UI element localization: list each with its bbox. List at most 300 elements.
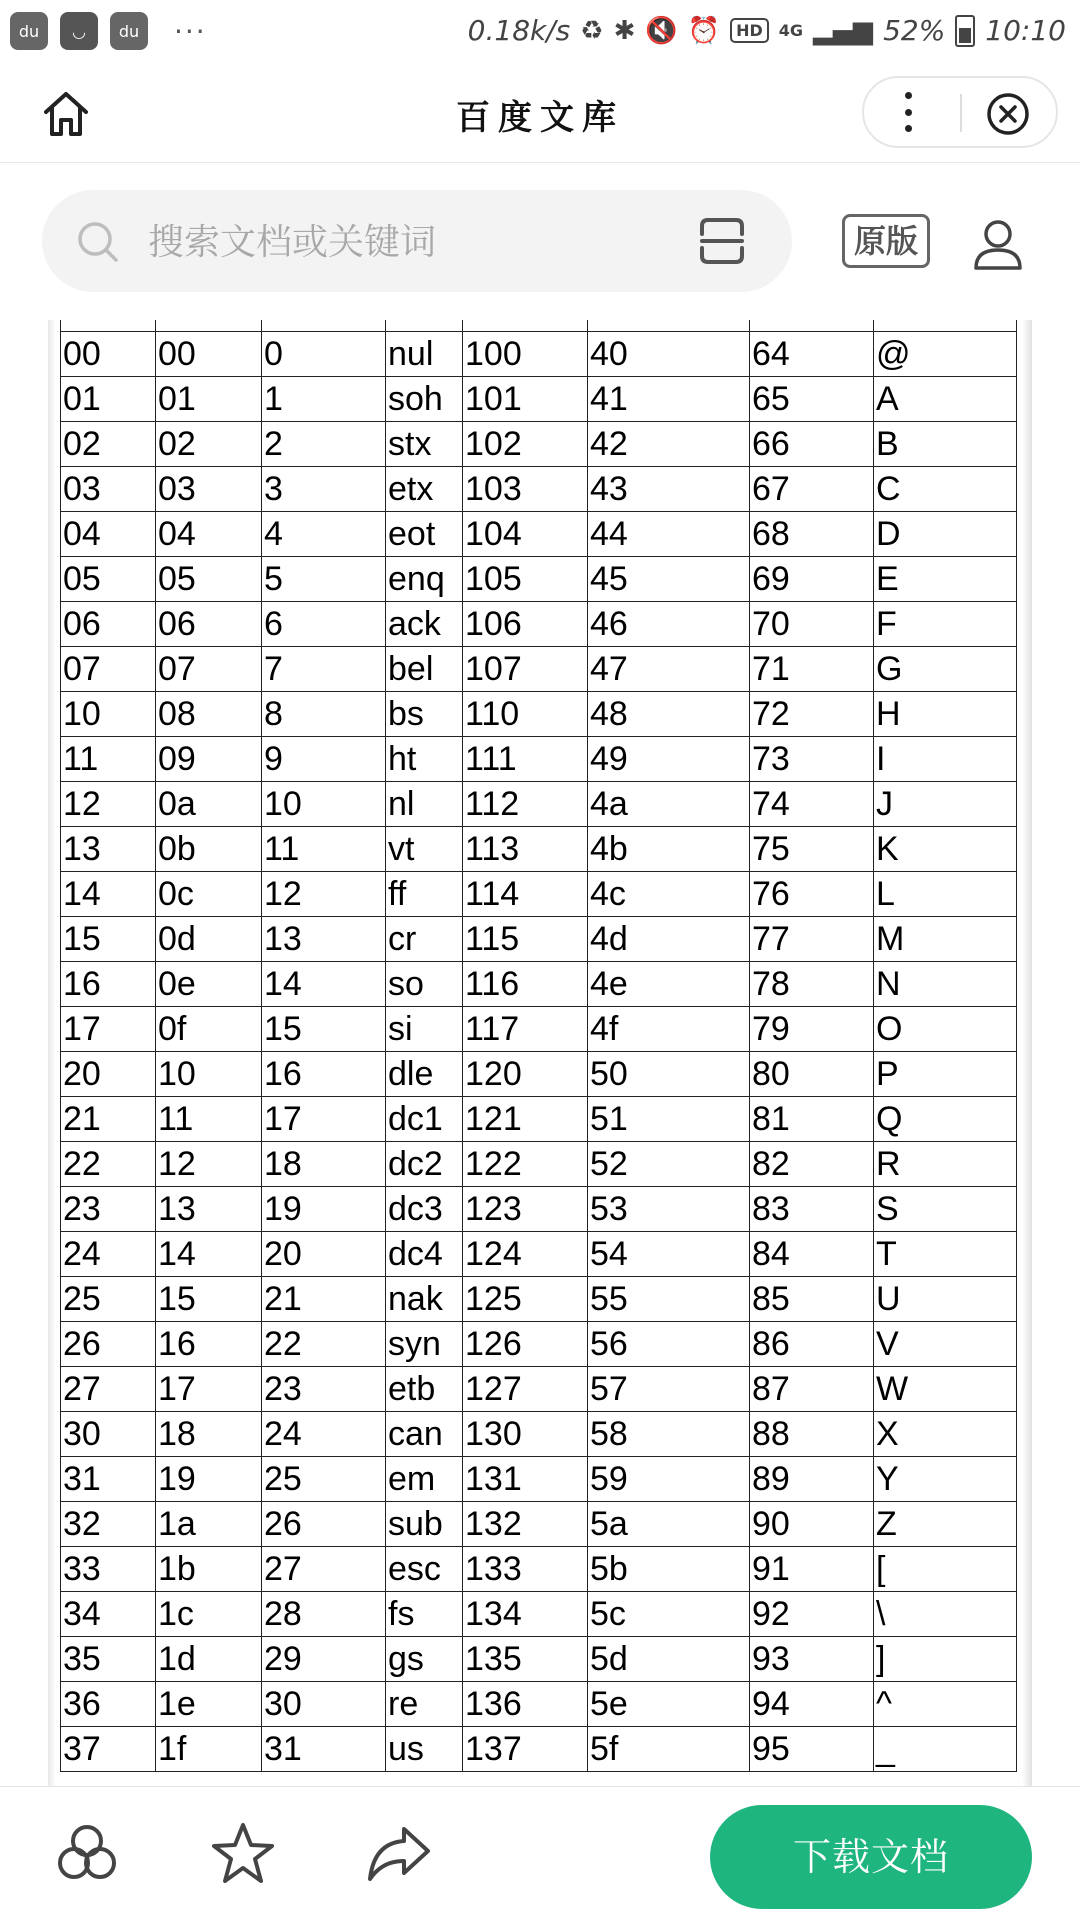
table-cell: 49 (588, 737, 750, 782)
table-cell: 80 (750, 1052, 874, 1097)
table-cell: 13 (61, 827, 156, 872)
table-cell: 31 (61, 1457, 156, 1502)
table-cell: dc4 (386, 1232, 463, 1277)
table-cell: nul (386, 332, 463, 377)
table-cell: 19 (156, 1457, 262, 1502)
table-cell: 5 (262, 557, 386, 602)
table-cell: ht (386, 737, 463, 782)
table-cell: L (874, 872, 1017, 917)
download-document-button[interactable]: 下载文档 (710, 1805, 1032, 1909)
more-notifications-icon: ··· (174, 14, 207, 48)
alarm-icon: ⏰ (687, 15, 721, 46)
table-cell: eot (386, 512, 463, 557)
table-cell: esc (386, 1547, 463, 1592)
table-cell: 23 (61, 1187, 156, 1232)
table-cell: dc2 (386, 1142, 463, 1187)
table-cell: 0c (156, 872, 262, 917)
table-cell: 103 (463, 467, 588, 512)
table-cell: 3 (262, 467, 386, 512)
table-cell: 14 (156, 1232, 262, 1277)
table-cell: 64 (750, 332, 874, 377)
table-cell: 18 (262, 1142, 386, 1187)
user-icon[interactable] (970, 216, 1026, 272)
table-cell: 72 (750, 692, 874, 737)
table-cell: 71 (750, 647, 874, 692)
table-row (61, 1232, 1017, 1277)
data-saver-icon: ♻ (580, 15, 604, 46)
table-cell: 56 (588, 1322, 750, 1367)
table-cell: 68 (750, 512, 874, 557)
table-cell: 4d (588, 917, 750, 962)
table-cell: 31 (262, 1727, 386, 1772)
table-cell: 132 (463, 1502, 588, 1547)
table-cell: 120 (463, 1052, 588, 1097)
more-icon[interactable] (896, 92, 920, 132)
table-row (61, 1277, 1017, 1322)
table-cell: 53 (588, 1187, 750, 1232)
table-cell: 45 (588, 557, 750, 602)
table-cell: 10 (156, 1052, 262, 1097)
table-cell: S (874, 1187, 1017, 1232)
table-row (61, 602, 1017, 647)
table-cell: 81 (750, 1097, 874, 1142)
table-cell: 22 (262, 1322, 386, 1367)
scan-icon[interactable] (698, 216, 746, 266)
table-cell: 36 (61, 1682, 156, 1727)
table-cell: 130 (463, 1412, 588, 1457)
table-cell: 50 (588, 1052, 750, 1097)
table-cell: 35 (61, 1637, 156, 1682)
table-row (61, 1187, 1017, 1232)
table-cell: 12 (156, 1142, 262, 1187)
table-row (61, 962, 1017, 1007)
table-cell: us (386, 1727, 463, 1772)
table-cell: 27 (262, 1547, 386, 1592)
table-row (61, 1727, 1017, 1772)
table-cell: 06 (61, 602, 156, 647)
table-row (61, 1142, 1017, 1187)
table-cell: 05 (61, 557, 156, 602)
table-cell: 6 (262, 602, 386, 647)
table-header-row-cut (61, 320, 1017, 332)
table-cell: [ (874, 1547, 1017, 1592)
table-cell: 86 (750, 1322, 874, 1367)
table-cell: 05 (156, 557, 262, 602)
battery-percent: 52% (883, 14, 946, 47)
table-cell: A (874, 377, 1017, 422)
table-cell: etx (386, 467, 463, 512)
table-cell: R (874, 1142, 1017, 1187)
document-edge (48, 320, 56, 1786)
table-cell: 11 (61, 737, 156, 782)
table-cell: 131 (463, 1457, 588, 1502)
table-cell: 30 (61, 1412, 156, 1457)
table-cell (463, 320, 588, 332)
table-cell: 134 (463, 1592, 588, 1637)
table-cell: 00 (156, 332, 262, 377)
table-cell: 9 (262, 737, 386, 782)
table-cell: 17 (156, 1367, 262, 1412)
table-cell: 19 (262, 1187, 386, 1232)
table-cell: 20 (61, 1052, 156, 1097)
table-cell: 123 (463, 1187, 588, 1232)
table-cell (386, 320, 463, 332)
table-cell: 7 (262, 647, 386, 692)
table-cell: 18 (156, 1412, 262, 1457)
table-cell: 17 (262, 1097, 386, 1142)
table-cell: I (874, 737, 1017, 782)
table-cell: 135 (463, 1637, 588, 1682)
table-cell: 17 (61, 1007, 156, 1052)
table-cell: 76 (750, 872, 874, 917)
search-bar (42, 190, 792, 292)
table-cell: 02 (156, 422, 262, 467)
table-cell: 03 (61, 467, 156, 512)
table-cell: em (386, 1457, 463, 1502)
clock: 10:10 (985, 14, 1066, 47)
table-cell: 08 (156, 692, 262, 737)
table-cell: 5e (588, 1682, 750, 1727)
baidu-app-icon: du (10, 12, 48, 50)
table-cell: J (874, 782, 1017, 827)
table-cell: 4b (588, 827, 750, 872)
table-row (61, 1682, 1017, 1727)
share-icon[interactable] (364, 1819, 434, 1889)
related-docs-icon[interactable] (52, 1819, 122, 1889)
table-row (61, 1592, 1017, 1637)
table-cell: soh (386, 377, 463, 422)
table-cell: ack (386, 602, 463, 647)
table-cell: 84 (750, 1232, 874, 1277)
status-indicators (468, 14, 1066, 47)
table-cell (262, 320, 386, 332)
notification-icons (10, 12, 207, 50)
table-cell: 16 (156, 1322, 262, 1367)
table-cell: etb (386, 1367, 463, 1412)
table-cell: 16 (61, 962, 156, 1007)
table-cell: 24 (61, 1232, 156, 1277)
table-cell: 4c (588, 872, 750, 917)
table-cell: 83 (750, 1187, 874, 1232)
table-cell: 46 (588, 602, 750, 647)
table-cell: 52 (588, 1142, 750, 1187)
capsule-divider (960, 94, 962, 132)
table-cell: 58 (588, 1412, 750, 1457)
table-cell: 25 (61, 1277, 156, 1322)
close-icon[interactable] (986, 92, 1030, 136)
title-bar (0, 66, 1080, 163)
table-cell: H (874, 692, 1017, 737)
table-cell: 110 (463, 692, 588, 737)
table-row (61, 1502, 1017, 1547)
table-cell: 11 (156, 1097, 262, 1142)
star-icon[interactable] (208, 1819, 278, 1889)
table-row (61, 872, 1017, 917)
table-cell: 101 (463, 377, 588, 422)
table-cell: re (386, 1682, 463, 1727)
table-row (61, 1412, 1017, 1457)
table-cell: 04 (61, 512, 156, 557)
table-cell: 55 (588, 1277, 750, 1322)
table-cell: W (874, 1367, 1017, 1412)
table-cell: 59 (588, 1457, 750, 1502)
table-row (61, 737, 1017, 782)
table-cell: bs (386, 692, 463, 737)
table-cell: 07 (61, 647, 156, 692)
table-cell: P (874, 1052, 1017, 1097)
table-cell: 12 (262, 872, 386, 917)
table-cell: 4f (588, 1007, 750, 1052)
table-cell: 15 (156, 1277, 262, 1322)
table-row (61, 1457, 1017, 1502)
ascii-table (60, 320, 1017, 1772)
table-cell: 93 (750, 1637, 874, 1682)
table-cell: 5c (588, 1592, 750, 1637)
table-cell: dle (386, 1052, 463, 1097)
table-cell: 25 (262, 1457, 386, 1502)
table-cell: 44 (588, 512, 750, 557)
table-cell: so (386, 962, 463, 1007)
table-cell: N (874, 962, 1017, 1007)
table-cell: 02 (61, 422, 156, 467)
table-cell: 07 (156, 647, 262, 692)
table-cell: 43 (588, 467, 750, 512)
table-cell: 65 (750, 377, 874, 422)
table-row (61, 1547, 1017, 1592)
table-row (61, 782, 1017, 827)
table-cell: 23 (262, 1367, 386, 1412)
table-cell: 104 (463, 512, 588, 557)
table-cell: Z (874, 1502, 1017, 1547)
document-edge (1022, 320, 1032, 1786)
table-cell: 14 (61, 872, 156, 917)
table-cell: 69 (750, 557, 874, 602)
table-cell: stx (386, 422, 463, 467)
table-cell: 1 (262, 377, 386, 422)
bottom-bar (0, 1786, 1080, 1921)
table-cell: 126 (463, 1322, 588, 1367)
table-cell: 03 (156, 467, 262, 512)
search-input[interactable] (146, 216, 670, 268)
table-cell: 21 (61, 1097, 156, 1142)
table-cell: 8 (262, 692, 386, 737)
table-cell: C (874, 467, 1017, 512)
table-cell: 51 (588, 1097, 750, 1142)
table-cell: enq (386, 557, 463, 602)
table-cell: 24 (262, 1412, 386, 1457)
table-cell: 1e (156, 1682, 262, 1727)
table-cell: 115 (463, 917, 588, 962)
table-cell: 106 (463, 602, 588, 647)
table-cell: 102 (463, 422, 588, 467)
table-row (61, 917, 1017, 962)
page-title: 百度文库 (456, 98, 624, 138)
table-cell (588, 320, 750, 332)
document-viewer[interactable] (48, 320, 1022, 1786)
table-cell: ff (386, 872, 463, 917)
table-cell: 29 (262, 1637, 386, 1682)
table-cell: 107 (463, 647, 588, 692)
table-row (61, 647, 1017, 692)
table-cell: 78 (750, 962, 874, 1007)
table-row (61, 1637, 1017, 1682)
table-cell: 75 (750, 827, 874, 872)
table-cell: 06 (156, 602, 262, 647)
table-cell: 01 (156, 377, 262, 422)
table-cell: 125 (463, 1277, 588, 1322)
table-cell: ^ (874, 1682, 1017, 1727)
table-cell: E (874, 557, 1017, 602)
table-cell: 48 (588, 692, 750, 737)
table-row (61, 1052, 1017, 1097)
table-cell: can (386, 1412, 463, 1457)
table-cell: 0b (156, 827, 262, 872)
table-cell: 28 (262, 1592, 386, 1637)
table-cell: 20 (262, 1232, 386, 1277)
table-cell: 1a (156, 1502, 262, 1547)
table-cell: 01 (61, 377, 156, 422)
table-cell: 136 (463, 1682, 588, 1727)
table-cell: 67 (750, 467, 874, 512)
table-cell: 79 (750, 1007, 874, 1052)
table-cell: gs (386, 1637, 463, 1682)
mini-program-capsule (862, 76, 1058, 148)
table-cell: sub (386, 1502, 463, 1547)
table-cell: cr (386, 917, 463, 962)
table-cell: 111 (463, 737, 588, 782)
table-row (61, 1097, 1017, 1142)
table-row (61, 332, 1017, 377)
table-cell: 127 (463, 1367, 588, 1412)
table-cell: Y (874, 1457, 1017, 1502)
table-cell: 34 (61, 1592, 156, 1637)
table-cell: 85 (750, 1277, 874, 1322)
table-cell: 26 (262, 1502, 386, 1547)
table-cell: 100 (463, 332, 588, 377)
table-row (61, 692, 1017, 737)
table-cell: 1c (156, 1592, 262, 1637)
table-cell: 33 (61, 1547, 156, 1592)
table-cell: 10 (61, 692, 156, 737)
table-cell: _ (874, 1727, 1017, 1772)
table-cell: 122 (463, 1142, 588, 1187)
table-cell: 5d (588, 1637, 750, 1682)
table-cell: 95 (750, 1727, 874, 1772)
original-version-button[interactable]: 原版 (842, 214, 930, 268)
table-cell: 37 (61, 1727, 156, 1772)
table-cell: 4 (262, 512, 386, 557)
table-cell (61, 320, 156, 332)
table-cell: 4e (588, 962, 750, 1007)
table-cell: dc1 (386, 1097, 463, 1142)
table-row (61, 827, 1017, 872)
table-cell: 13 (262, 917, 386, 962)
table-cell: dc3 (386, 1187, 463, 1232)
table-cell: 0d (156, 917, 262, 962)
table-cell: 82 (750, 1142, 874, 1187)
table-cell: 112 (463, 782, 588, 827)
table-cell: fs (386, 1592, 463, 1637)
table-cell (156, 320, 262, 332)
table-cell: 11 (262, 827, 386, 872)
table-cell: 15 (262, 1007, 386, 1052)
table-cell: F (874, 602, 1017, 647)
table-cell: 91 (750, 1547, 874, 1592)
table-cell: 0a (156, 782, 262, 827)
table-cell: 5b (588, 1547, 750, 1592)
table-cell: 04 (156, 512, 262, 557)
table-cell: @ (874, 332, 1017, 377)
table-cell: nl (386, 782, 463, 827)
table-cell: 22 (61, 1142, 156, 1187)
table-cell: 12 (61, 782, 156, 827)
network-type: 4G (778, 21, 804, 40)
table-cell: 40 (588, 332, 750, 377)
table-cell: O (874, 1007, 1017, 1052)
table-cell: bel (386, 647, 463, 692)
table-cell: G (874, 647, 1017, 692)
table-cell: 117 (463, 1007, 588, 1052)
table-cell: V (874, 1322, 1017, 1367)
table-cell: 42 (588, 422, 750, 467)
table-row (61, 1367, 1017, 1412)
table-cell: 124 (463, 1232, 588, 1277)
table-cell: \ (874, 1592, 1017, 1637)
table-cell: 90 (750, 1502, 874, 1547)
table-cell: 30 (262, 1682, 386, 1727)
table-row (61, 1007, 1017, 1052)
search-icon (76, 220, 120, 264)
table-row (61, 377, 1017, 422)
table-row (61, 1322, 1017, 1367)
table-cell: 57 (588, 1367, 750, 1412)
bluetooth-icon: ✱ (613, 15, 636, 46)
table-row (61, 512, 1017, 557)
message-app-icon: ◡ (60, 12, 98, 50)
table-cell: 09 (156, 737, 262, 782)
table-cell: 0 (262, 332, 386, 377)
table-cell: 0f (156, 1007, 262, 1052)
table-cell: 105 (463, 557, 588, 602)
table-cell: T (874, 1232, 1017, 1277)
table-cell: 94 (750, 1682, 874, 1727)
table-cell: 5a (588, 1502, 750, 1547)
table-cell: 113 (463, 827, 588, 872)
table-row (61, 557, 1017, 602)
table-cell: 10 (262, 782, 386, 827)
table-cell: M (874, 917, 1017, 962)
battery-icon (955, 15, 975, 47)
table-cell: 88 (750, 1412, 874, 1457)
table-cell: Q (874, 1097, 1017, 1142)
table-cell: 114 (463, 872, 588, 917)
table-cell: 00 (61, 332, 156, 377)
table-cell (750, 320, 874, 332)
mute-icon: 🔇 (645, 15, 678, 46)
table-cell: 26 (61, 1322, 156, 1367)
table-cell: 21 (262, 1277, 386, 1322)
table-cell: 137 (463, 1727, 588, 1772)
table-row (61, 467, 1017, 512)
table-cell: D (874, 512, 1017, 557)
table-cell: 1f (156, 1727, 262, 1772)
table-cell (874, 320, 1017, 332)
table-cell: 70 (750, 602, 874, 647)
table-cell: 27 (61, 1367, 156, 1412)
table-cell: 66 (750, 422, 874, 467)
table-cell: 14 (262, 962, 386, 1007)
table-cell: 5f (588, 1727, 750, 1772)
